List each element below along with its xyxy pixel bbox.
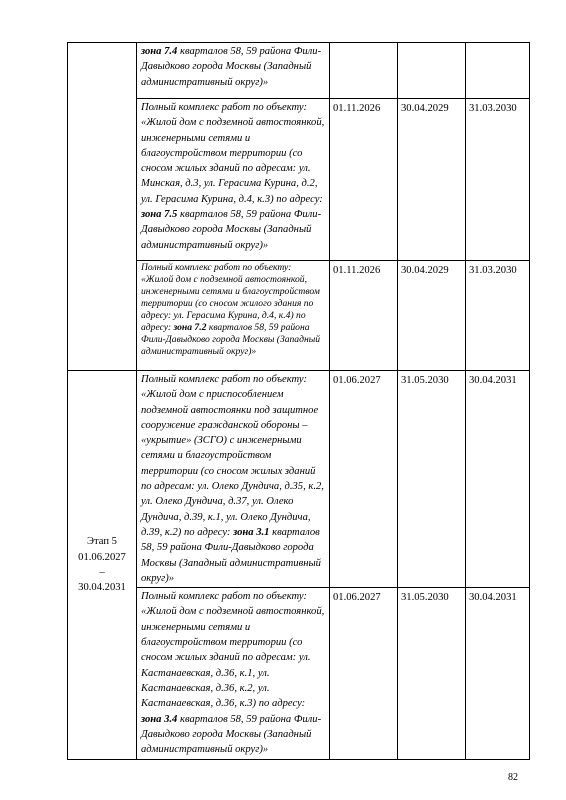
table-row	[68, 261, 530, 371]
start-date: 01.11.2026	[330, 99, 398, 261]
intermediate-date: 30.04.2029	[398, 99, 466, 261]
stage-end-date: 30.04.2031	[78, 582, 126, 594]
stage-name: Этап 5	[87, 536, 117, 548]
work-description: Полный комплекс работ по объекту: «Жилой дом с приспособлением подземной автостоянки под защитное сооружение гражданской обороны – «укрытие» (ЗСГО) с инженерными сетями и благоустройством территории (со сносом жилых зданий по адресам: ул. Олеко Дундича, д.35, к.2, ул. Олеко Дундича, д.37, ул. Олеко Дундича, д.39, к.1, ул. Олеко Дундича, д.39, к.2) по адресу: зона 3.1 кварталов 58, 59 района Фили-Давыдково города Москвы (Западный административный округ)»	[137, 371, 330, 588]
work-description: Полный комплекс работ по объекту: «Жилой дом с подземной автостоянкой, инженерными сетями и благоустройством территории (со сносом жилых зданий по адресам: ул. Кастанаевская, д.36, к.1, ул. Кастанаевская, д.36, к.2, ул. Кастанаевская, д.36, к.3) по адресу: зона 3.4 кварталов 58, 59 района Фили-Давыдково города Москвы (Западный административный округ)»	[137, 588, 330, 760]
end-date: 30.04.2031	[466, 588, 530, 760]
start-date: 01.06.2027	[330, 371, 398, 588]
stage-dash: –	[99, 567, 105, 579]
zone-label: зона 7.5	[141, 209, 178, 221]
table-row	[68, 371, 530, 588]
schedule-table	[67, 42, 530, 760]
zone-label: зона 3.4	[141, 713, 178, 725]
stage-start-date: 01.06.2027	[78, 551, 126, 563]
work-description: Полный комплекс работ по объекту: «Жилой дом с подземной автостоянкой, инженерными сетями и благоустройством территории (со сносом жилых зданий по адресам: ул. Минская, д.3, ул. Герасима Курина, д.2, ул. Герасима Курина, д.4, к.3) по адресу: зона 7.5 кварталов 58, 59 района Фили-Давыдково города Москвы (Западный административный округ)»	[137, 99, 330, 261]
stage-cell-empty	[68, 43, 137, 371]
zone-label: зона 3.1	[233, 526, 270, 538]
table-row	[68, 43, 530, 99]
work-description: Полный комплекс работ по объекту: «Жилой дом с подземной автостоянкой, инженерными сетями и благоустройством территории (со сносом жилого здания по адресу: ул. Герасима Курина, д.4, к.4) по адресу: зона 7.2 кварталов 58, 59 района Фили-Давыдково города Москвы (Западный административный округ)»	[137, 261, 330, 371]
intermediate-date: 30.04.2029	[398, 261, 466, 371]
start-date	[330, 43, 398, 99]
end-date	[466, 43, 530, 99]
intermediate-date: 31.05.2030	[398, 588, 466, 760]
zone-label: зона 7.2	[173, 322, 207, 333]
stage-cell	[68, 371, 137, 760]
work-description: зона 7.4 кварталов 58, 59 района Фили-Давыдково города Москвы (Западный административный округ)»	[137, 43, 330, 99]
start-date: 01.11.2026	[330, 261, 398, 371]
intermediate-date: 31.05.2030	[398, 371, 466, 588]
start-date: 01.06.2027	[330, 588, 398, 760]
end-date: 31.03.2030	[466, 261, 530, 371]
intermediate-date	[398, 43, 466, 99]
end-date: 30.04.2031	[466, 371, 530, 588]
table-row	[68, 588, 530, 760]
zone-label: зона 7.4	[141, 46, 178, 57]
end-date: 31.03.2030	[466, 99, 530, 261]
table-row	[68, 99, 530, 261]
page-number: 82	[508, 772, 518, 783]
